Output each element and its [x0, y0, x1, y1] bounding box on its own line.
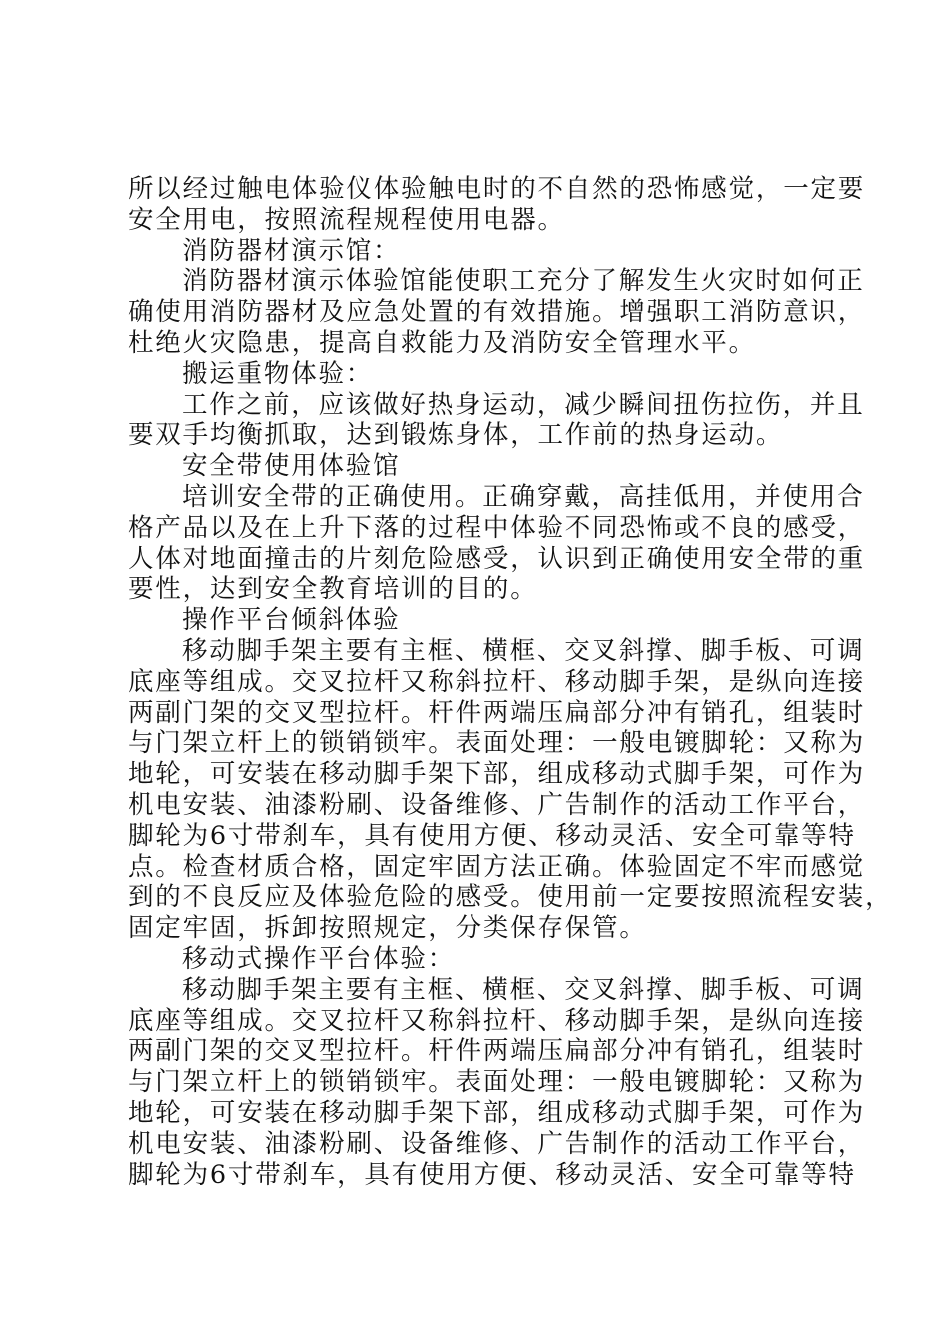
- text-line: 安全用电，按照流程规程使用电器。: [128, 204, 565, 235]
- text-line: 格产品以及在上升下落的过程中体验不同恐怖或不良的感受，: [128, 512, 866, 543]
- text-line: 所以经过触电体验仪体验触电时的不自然的恐怖感觉，一定要: [128, 174, 866, 204]
- paragraph-first-line: 消防器材演示体验馆能使职工充分了解发生火灾时如何正: [182, 266, 865, 297]
- text-line: 杜绝火灾隐患，提高自救能力及消防安全管理水平。: [128, 327, 756, 358]
- text-line: 机电安装、油漆粉刷、设备维修、广告制作的活动工作平台，: [128, 789, 866, 820]
- paragraph-first-line: 移动脚手架主要有主框、横框、交叉斜撑、脚手板、可调: [182, 974, 865, 1005]
- text-line: 人体对地面撞击的片刻危险感受，认识到正确使用安全带的重: [128, 543, 866, 574]
- text-line: 到的不良反应及体验危险的感受。使用前一定要按照流程安装，: [128, 882, 893, 913]
- document-body: [128, 174, 893, 1190]
- text-line: 两副门架的交叉型拉杆。杆件两端压扁部分冲有销孔，组装时: [128, 1036, 866, 1067]
- paragraph-first-line: 培训安全带的正确使用。正确穿戴，高挂低用，并使用合: [182, 481, 865, 512]
- text-line: 要性，达到安全教育培训的目的。: [128, 574, 538, 605]
- text-line: 点。检查材质合格，固定牢固方法正确。体验固定不牢而感觉: [128, 851, 866, 882]
- text-line: 地轮，可安装在移动脚手架下部，组成移动式脚手架，可作为: [128, 1097, 866, 1128]
- text-line: 地轮，可安装在移动脚手架下部，组成移动式脚手架，可作为: [128, 759, 866, 790]
- paragraph-first-line: 搬运重物体验：: [182, 358, 374, 389]
- text-line: 要双手均衡抓取，达到锻炼身体，工作前的热身运动。: [128, 420, 784, 451]
- paragraph-first-line: 安全带使用体验馆: [182, 451, 401, 482]
- paragraph-first-line: 操作平台倾斜体验: [182, 605, 401, 636]
- text-line: 与门架立杆上的锁销锁牢。表面处理：一般电镀脚轮：又称为: [128, 1067, 866, 1098]
- text-line: 机电安装、油漆粉刷、设备维修、广告制作的活动工作平台，: [128, 1128, 866, 1159]
- paragraph-first-line: 移动脚手架主要有主框、横框、交叉斜撑、脚手板、可调: [182, 635, 865, 666]
- paragraph-first-line: 消防器材演示馆：: [182, 235, 401, 266]
- text-line: 脚轮为6寸带刹车，具有使用方便、移动灵活、安全可靠等特: [128, 820, 856, 851]
- text-line: 底座等组成。交叉拉杆又称斜拉杆、移动脚手架，是纵向连接: [128, 666, 866, 697]
- text-line: 脚轮为6寸带刹车，具有使用方便、移动灵活、安全可靠等特: [128, 1159, 856, 1190]
- paragraph-first-line: 移动式操作平台体验：: [182, 943, 456, 974]
- text-line: 两副门架的交叉型拉杆。杆件两端压扁部分冲有销孔，组装时: [128, 697, 866, 728]
- paragraph-first-line: 工作之前，应该做好热身运动，减少瞬间扭伤拉伤，并且: [182, 389, 865, 420]
- text-line: 底座等组成。交叉拉杆又称斜拉杆、移动脚手架，是纵向连接: [128, 1005, 866, 1036]
- text-line: 与门架立杆上的锁销锁牢。表面处理：一般电镀脚轮：又称为: [128, 728, 866, 759]
- text-line: 固定牢固，拆卸按照规定，分类保存保管。: [128, 913, 647, 944]
- text-line: 确使用消防器材及应急处置的有效措施。增强职工消防意识，: [128, 297, 866, 328]
